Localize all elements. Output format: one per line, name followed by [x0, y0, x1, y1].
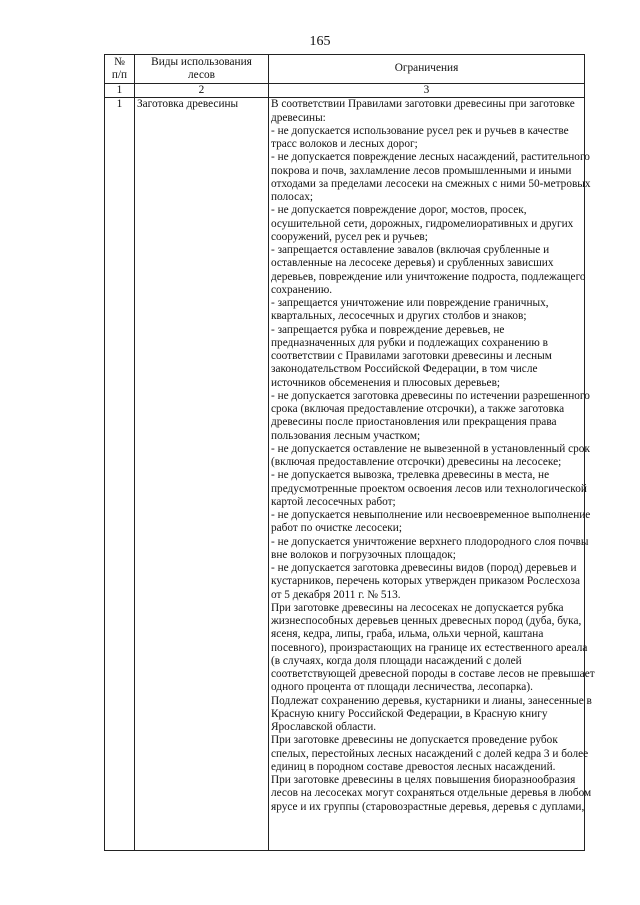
- header-usage-type: Виды использования лесов: [135, 55, 269, 84]
- restriction-line: осушительной сети, дорожных, гидромелиоративных и других: [271, 217, 574, 230]
- restriction-line: единиц в породном составе древостоя лесных насаждений.: [271, 760, 556, 773]
- restriction-line: покрова и почв, захламление лесов промышленными и иными: [271, 164, 572, 177]
- restriction-line: Подлежат сохранению деревья, кустарники и лианы, занесенные в: [271, 694, 592, 707]
- restriction-line: - не допускается заготовка древесины по истечении разрешенного: [271, 389, 590, 402]
- restriction-line: При заготовке древесины на лесосеках не допускается рубка: [271, 601, 564, 614]
- restriction-line: - не допускается повреждение лесных насаждений, растительного: [271, 151, 590, 164]
- restriction-line: сохранению.: [271, 283, 333, 296]
- restriction-line: - не допускается вывозка, трелевка древесины в места, не: [271, 469, 550, 482]
- restriction-line: источников обсеменения и плюсовых деревьев;: [271, 376, 501, 389]
- restriction-line: При заготовке древесины в целях повышения биоразнообразия: [271, 774, 576, 786]
- restriction-line: трасс волоков и лесных дорог;: [271, 138, 418, 150]
- restriction-line: В соответствии Правилами заготовки древесины при заготовке: [271, 98, 575, 111]
- restriction-line: сооружений, русел рек и ручьев;: [271, 230, 428, 243]
- restriction-line: Красную книгу Российской Федерации, в Красную книгу: [271, 707, 548, 720]
- header-restrictions: Ограничения: [269, 55, 585, 84]
- restriction-line: соответствующей древесной породы в составе лесов не превышает: [271, 668, 595, 680]
- row-restrictions: [269, 98, 595, 851]
- restriction-line: (в случаях, когда доля площади насаждений с долей: [271, 654, 522, 667]
- restriction-line: полосах;: [271, 191, 314, 203]
- restriction-line: от 5 декабря 2011 г. № 513.: [271, 588, 401, 601]
- restriction-line: пользования лесным участком;: [271, 429, 421, 442]
- restriction-line: срока (включая предоставление отсрочки), а также заготовка: [271, 403, 565, 415]
- restriction-line: древесины:: [271, 111, 326, 124]
- restriction-line: вне волоков и погрузочных площадок;: [271, 548, 456, 561]
- table-header-row: [105, 55, 585, 84]
- restriction-line: - запрещается уничтожение или повреждение граничных,: [271, 297, 549, 309]
- restriction-line: квартальных, лесосечных и других столбов и знаков;: [271, 310, 527, 323]
- restriction-line: спелых, перестойных лесных насаждений с долей кедра 3 и более: [271, 747, 589, 760]
- column-number-3: 3: [269, 84, 585, 98]
- restriction-line: ярусе и их группы (старовозрастные деревья, деревья с дуплами,: [271, 800, 585, 813]
- column-number-row: [105, 84, 585, 98]
- row-number: 1: [105, 98, 135, 851]
- page-number: 165: [309, 34, 331, 49]
- restriction-line: лесов на лесосеках могут сохраняться отдельные деревья в любом: [271, 787, 592, 800]
- restriction-line: посевного), произрастающих на границе их естественного ареала: [271, 641, 588, 654]
- restriction-line: законодательством Российской Федерации, в том числе: [271, 363, 538, 376]
- restriction-line: Ярославской области.: [271, 721, 377, 733]
- restriction-line: жизнеспособных деревьев ценных древесных пород (дуба, бука,: [271, 615, 582, 627]
- restriction-line: ясеня, кедра, липы, граба, ильма, ольхи черной, каштана: [271, 628, 544, 641]
- table-row: [105, 98, 585, 851]
- restriction-line: - не допускается заготовка древесины видов (пород) деревьев и: [271, 562, 577, 574]
- restriction-line: - запрещается оставление завалов (включая срубленные и: [271, 244, 550, 256]
- restriction-line: - не допускается повреждение дорог, мостов, просек,: [271, 204, 527, 217]
- restriction-line: - не допускается невыполнение или несвоевременное выполнение: [271, 509, 591, 521]
- restriction-line: древесины после приостановления или прекращения права: [271, 416, 557, 429]
- restriction-line: одного процента от площади лесничества, лесопарка).: [271, 681, 533, 694]
- restriction-line: предназначенных для рубки и подлежащих сохранению в: [271, 336, 548, 349]
- header-number: № п/п: [105, 55, 135, 84]
- restrictions-table: [104, 54, 595, 851]
- restriction-line: (включая предоставление отсрочки) древесины на лесосеке;: [271, 456, 562, 468]
- restriction-line: соответствии с Правилами заготовки древесины и лесным: [271, 350, 552, 362]
- restriction-line: При заготовке древесины не допускается проведение рубок: [271, 734, 558, 747]
- row-usage-type: Заготовка древесины: [135, 98, 269, 851]
- restriction-line: оставленные на лесосеке деревья) и срубленных зависших: [271, 257, 554, 270]
- restriction-line: - не допускается уничтожение верхнего плодородного слоя почвы: [271, 535, 589, 548]
- column-number-1: 1: [105, 84, 135, 98]
- restriction-line: деревьев, повреждение или уничтожение подроста, подлежащего: [271, 270, 586, 283]
- restriction-line: - не допускается оставление не вывезенной в установленный срок: [271, 442, 590, 455]
- restriction-line: картой лесосечных работ;: [271, 495, 396, 508]
- restriction-line: предусмотренные проектом освоения лесов или технологической: [271, 482, 587, 495]
- restriction-line: - запрещается рубка и повреждение деревьев, не: [271, 323, 505, 336]
- restriction-line: - не допускается использование русел рек и ручьев в качестве: [271, 124, 569, 137]
- restriction-line: работ по очистке лесосеки;: [271, 522, 402, 535]
- restriction-line: кустарников, перечень которых утвержден приказом Рослесхоза: [271, 575, 580, 588]
- restriction-line: отходами за пределами лесосеки на смежных с ними 50-метровых: [271, 177, 591, 190]
- column-number-2: 2: [135, 84, 269, 98]
